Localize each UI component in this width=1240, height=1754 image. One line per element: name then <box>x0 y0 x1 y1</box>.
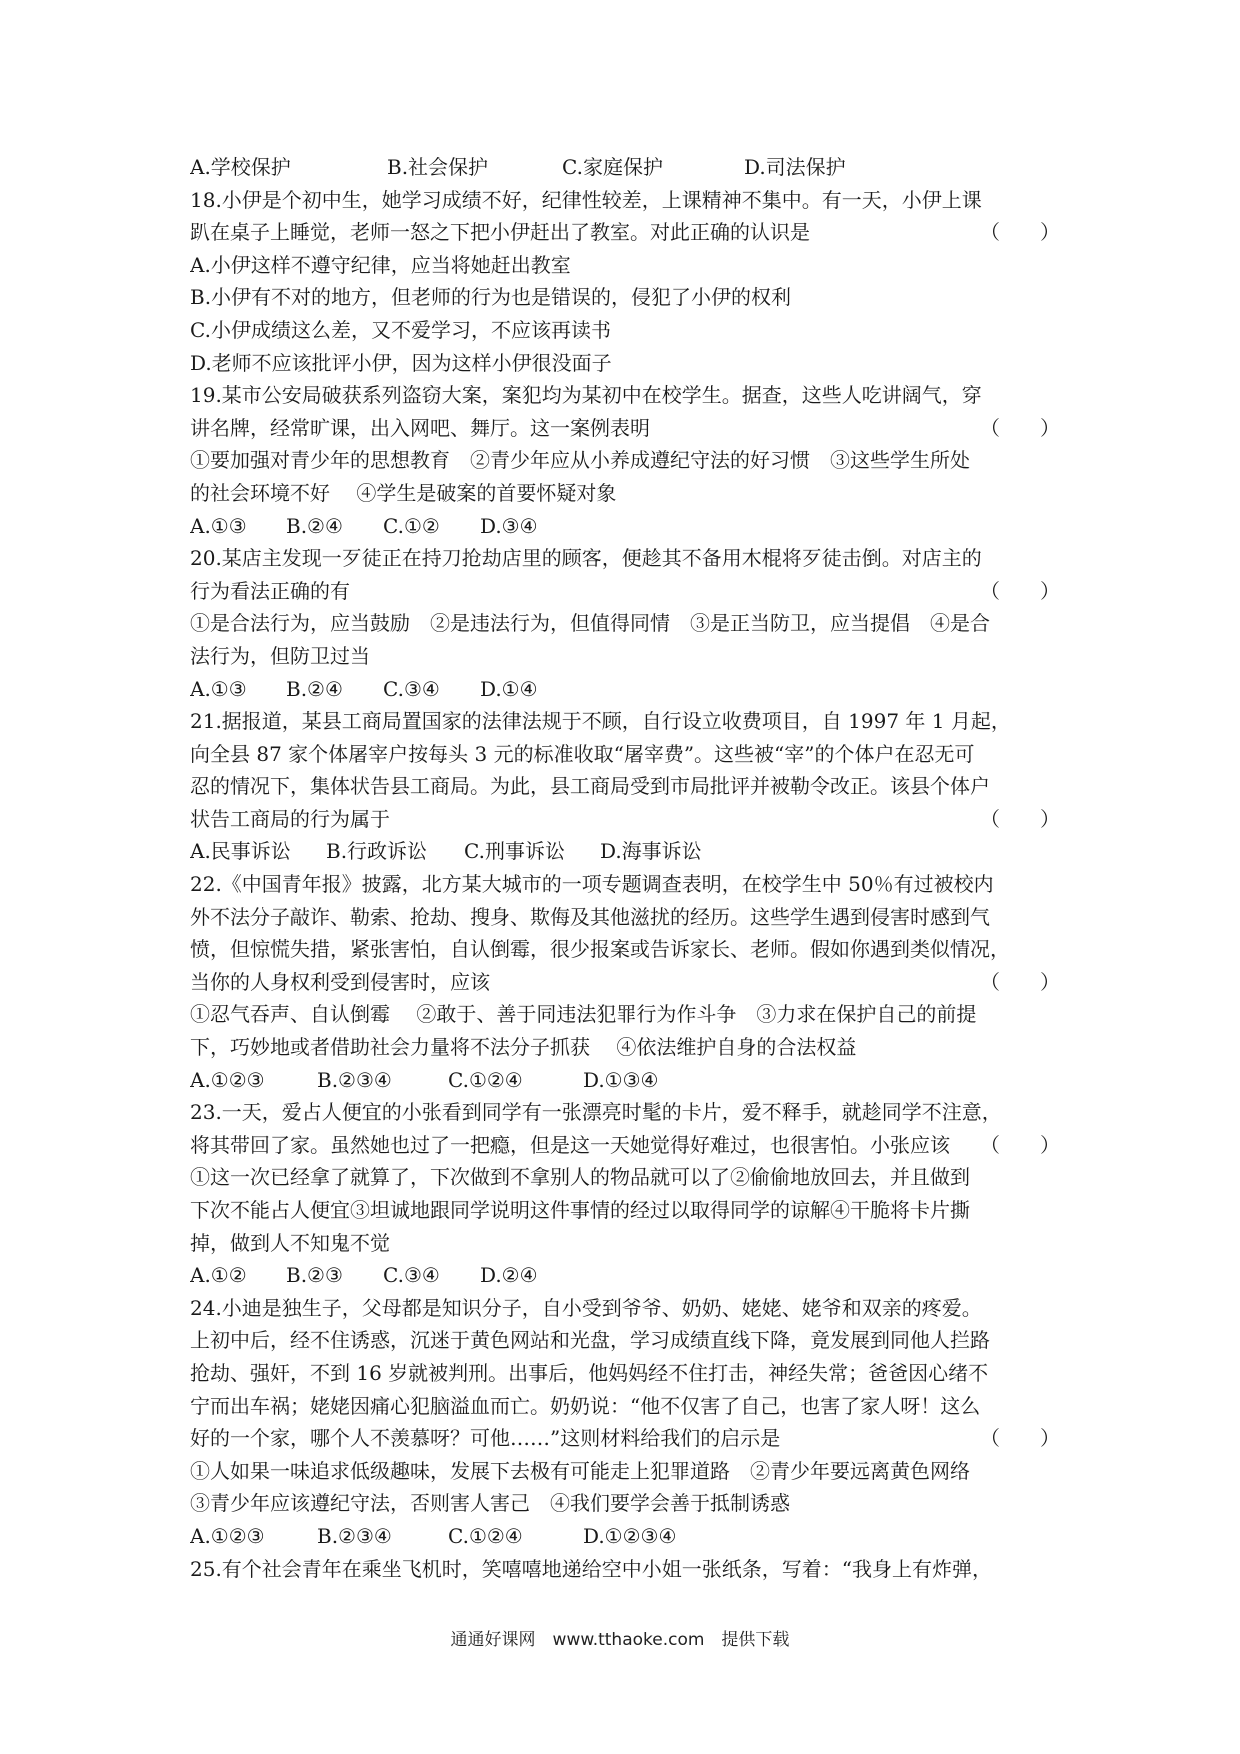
page-footer: 通通好课网 www.tthaoke.com 提供下载 <box>450 1630 790 1650</box>
option-c: C.①② <box>383 513 440 538</box>
q20-stem-line-1: 20.某店主发现一歹徒正在持刀抢劫店里的顾客，便趁其不备用木棍将歹徒击倒。对店主的 <box>190 546 982 571</box>
q19-options <box>190 510 1060 543</box>
option-b: B.社会保护 <box>387 155 489 179</box>
option-b: B.②④ <box>286 513 343 538</box>
q20-stem-line-2 <box>190 575 1060 608</box>
q18-option-b: B.小伊有不对的地方，但老师的行为也是错误的，侵犯了小伊的权利 <box>190 285 792 310</box>
option-d: D.海事诉讼 <box>600 839 702 864</box>
q24-stem-line-2: 上初中后，经不住诱惑，沉迷于黄色网站和光盘，学习成绩直线下降，竟发展到同他人拦路 <box>190 1328 990 1353</box>
q21-options <box>190 835 1060 868</box>
option-d: D.①③④ <box>583 1067 659 1092</box>
option-b: B.②④ <box>286 676 343 701</box>
option-b: B.②③④ <box>317 1523 392 1548</box>
option-c: C.刑事诉讼 <box>464 839 565 864</box>
option-b: B.行政诉讼 <box>326 839 428 864</box>
q22-stem-line-2: 外不法分子敲诈、勒索、抢劫、搜身、欺侮及其他滋扰的经历。这些学生遇到侵害时感到气 <box>190 904 990 929</box>
q23-stem-text: 将其带回了家。虽然她也过了一把瘾，但是这一天她觉得好难过，也很害怕。小张应该 <box>190 1132 950 1157</box>
q21-stem-text: 状告工商局的行为属于 <box>190 806 390 831</box>
q23-stem-line-2 <box>190 1129 1060 1162</box>
q24-items-line-2: ③青少年应该遵纪守法，否则害人害己 ④我们要学会善于抵制诱惑 <box>190 1491 790 1516</box>
q21-stem-line-4 <box>190 803 1060 836</box>
q23-items-line-3: 掉，做到人不知鬼不觉 <box>190 1230 390 1255</box>
q18-option-c: C.小伊成绩这么差，又不爱学习，不应该再读书 <box>190 317 611 342</box>
option-d: D.①②③④ <box>583 1523 677 1548</box>
answer-blank: （ ） <box>980 1132 1060 1157</box>
answer-blank: （ ） <box>980 1426 1060 1451</box>
q22-items-line-1: ①忍气吞声、自认倒霉 ②敢于、善于同违法犯罪行为作斗争 ③力求在保护自己的前提 <box>190 1002 977 1027</box>
option-b: B.②③④ <box>317 1067 392 1092</box>
option-c: C.③④ <box>383 676 440 701</box>
q18-stem-line-1: 18.小伊是个初中生，她学习成绩不好，纪律性较差，上课精神不集中。有一天，小伊上课 <box>190 187 982 212</box>
q24-options <box>190 1520 1060 1553</box>
answer-blank: （ ） <box>980 578 1060 603</box>
option-d: D.②④ <box>480 1263 538 1288</box>
option-a: A.①②③ <box>190 1523 265 1548</box>
q18-option-d: D.老师不应该批评小伊，因为这样小伊很没面子 <box>190 350 612 375</box>
q20-stem-text: 行为看法正确的有 <box>190 578 350 603</box>
q24-stem-text: 好的一个家，哪个人不羡慕呀？可他……”这则材料给我们的启示是 <box>190 1426 781 1451</box>
option-c: C.③④ <box>383 1263 440 1288</box>
q25-stem-line-1: 25.有个社会青年在乘坐飞机时，笑嘻嘻地递给空中小姐一张纸条，写着：“我身上有炸弹， <box>190 1556 993 1581</box>
q22-stem-line-1: 22.《中国青年报》披露，北方某大城市的一项专题调查表明，在校学生中 50％有过被校内 <box>190 872 994 897</box>
option-a: A.①③ <box>190 676 247 701</box>
option-a: A.①③ <box>190 513 247 538</box>
answer-blank: （ ） <box>980 415 1060 440</box>
q22-stem-line-4 <box>190 966 1060 999</box>
option-c: C.①②④ <box>448 1523 523 1548</box>
q24-items-line-1: ①人如果一味追求低级趣味，发展下去极有可能走上犯罪道路 ②青少年要远离黄色网络 <box>190 1458 970 1483</box>
q19-stem-line-2 <box>190 412 1060 445</box>
option-b: B.②③ <box>286 1263 343 1288</box>
option-a: A.①② <box>190 1263 247 1288</box>
exam-page-body <box>190 151 1060 1585</box>
q23-stem-line-1: 23.一天，爱占人便宜的小张看到同学有一张漂亮时髦的卡片，爱不释手，就趁同学不注意， <box>190 1100 1002 1125</box>
q20-items-line-1: ①是合法行为，应当鼓励 ②是违法行为，但值得同情 ③是正当防卫，应当提倡 ④是合 <box>190 611 990 636</box>
q18-stem-text: 趴在桌子上睡觉，老师一怒之下把小伊赶出了教室。对此正确的认识是 <box>190 220 810 245</box>
q23-items-line-1: ①这一次已经拿了就算了，下次做到不拿别人的物品就可以了②偷偷地放回去，并且做到 <box>190 1165 970 1190</box>
q22-stem-line-3: 愤，但惊慌失措，紧张害怕，自认倒霉，很少报案或告诉家长、老师。假如你遇到类似情况， <box>190 937 1010 962</box>
q24-stem-line-5 <box>190 1422 1060 1455</box>
q22-options <box>190 1064 1060 1097</box>
option-a: A.学校保护 <box>190 155 291 179</box>
option-a: A.①②③ <box>190 1067 265 1092</box>
q24-stem-line-1: 24.小迪是独生子，父母都是知识分子，自小受到爷爷、奶奶、姥姥、姥爷和双亲的疼爱。 <box>190 1295 982 1320</box>
q18-option-a: A.小伊这样不遵守纪律，应当将她赶出教室 <box>190 252 571 277</box>
q21-stem-line-2: 向全县 87 家个体屠宰户按每头 3 元的标准收取“屠宰费”。这些被“宰”的个体户在忍无可 <box>190 741 975 766</box>
q21-stem-line-3: 忍的情况下，集体状告县工商局。为此，县工商局受到市局批评并被勒令改正。该县个体户 <box>190 774 990 799</box>
option-c: C.家庭保护 <box>562 155 663 179</box>
q24-stem-line-3: 抢劫、强奸，不到 16 岁就被判刑。出事后，他妈妈经不住打击，神经失常；爸爸因心绪不 <box>190 1360 989 1385</box>
option-c: C.①②④ <box>448 1067 523 1092</box>
q22-stem-text: 当你的人身权利受到侵害时，应该 <box>190 969 490 994</box>
q19-stem-line-1: 19.某市公安局破获系列盗窃大案，案犯均为某初中在校学生。据查，这些人吃讲阔气，穿 <box>190 383 982 408</box>
q20-items-line-2: 法行为，但防卫过当 <box>190 643 370 668</box>
q19-items-line-2: 的社会环境不好 ④学生是破案的首要怀疑对象 <box>190 480 617 505</box>
q22-items-line-2: 下，巧妙地或者借助社会力量将不法分子抓获 ④依法维护自身的合法权益 <box>190 1035 857 1060</box>
option-d: D.①④ <box>480 676 538 701</box>
answer-blank: （ ） <box>980 969 1060 994</box>
q23-options <box>190 1259 1060 1292</box>
q21-stem-line-1: 21.据报道，某县工商局置国家的法律法规于不顾，自行设立收费项目，自 1997 年 1 月起， <box>190 709 1011 734</box>
q24-stem-line-4: 宁而出车祸；姥姥因痛心犯脑溢血而亡。奶奶说：“他不仅害了自己，也害了家人呀！这么 <box>190 1393 981 1418</box>
option-a: A.民事诉讼 <box>190 839 291 864</box>
q18-stem-line-2 <box>190 216 1060 249</box>
q20-options <box>190 673 1060 706</box>
option-d: D.司法保护 <box>744 155 846 179</box>
q17-options <box>190 151 1060 184</box>
option-d: D.③④ <box>480 513 538 538</box>
q19-items-line-1: ①要加强对青少年的思想教育 ②青少年应从小养成遵纪守法的好习惯 ③这些学生所处 <box>190 448 970 473</box>
q23-items-line-2: 下次不能占人便宜③坦诚地跟同学说明这件事情的经过以取得同学的谅解④干脆将卡片撕 <box>190 1198 970 1222</box>
q19-stem-text: 讲名牌，经常旷课，出入网吧、舞厅。这一案例表明 <box>190 415 650 440</box>
answer-blank: （ ） <box>980 806 1060 831</box>
answer-blank: （ ） <box>980 220 1060 245</box>
